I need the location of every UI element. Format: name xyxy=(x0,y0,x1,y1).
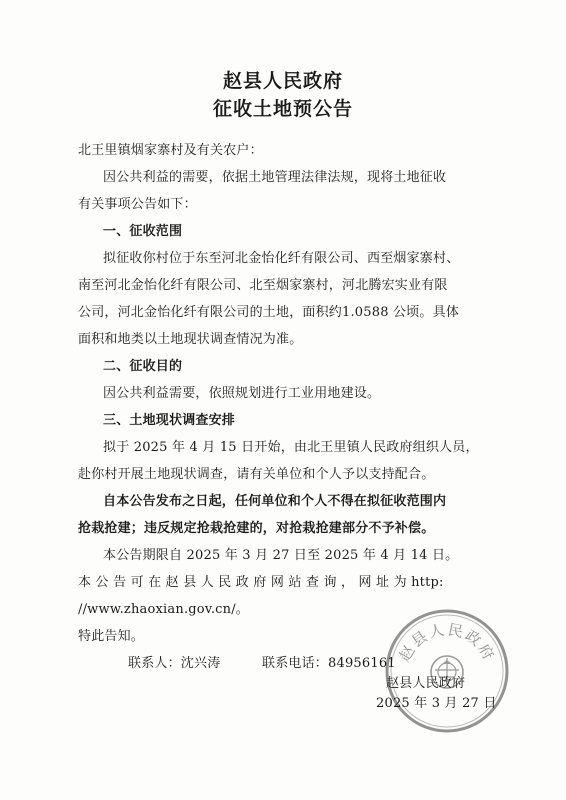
website-line2: //www.zhaoxian.gov.cn/。 xyxy=(78,602,249,617)
closing-text: 特此告知。 xyxy=(78,629,145,644)
contact-phone: 联系电话：84956161 xyxy=(262,656,396,671)
section1-heading: 一、征收范围 xyxy=(103,224,183,239)
section1-line3: 公司，河北金怡化纤有限公司的土地，面积约1.0588 公顷。具体 xyxy=(78,305,460,320)
official-seal xyxy=(384,608,510,734)
section1-line1: 拟征收你村位于东至河北金怡化纤有限公司、西至烟家寨村、 xyxy=(103,251,460,266)
signature-date: 2025 年 3 月 27 日 xyxy=(376,696,497,711)
document-title-line1: 赵县人民政府 xyxy=(222,70,343,92)
intro-line1: 因公共利益的需要，依据土地管理法律法规，现将土地征收 xyxy=(103,170,447,185)
salutation: 北王里镇烟家寨村及有关农户： xyxy=(78,143,263,158)
svg-text:赵县人民政府 xyxy=(395,620,498,664)
section3-line1: 拟于 2025 年 4 月 15 日开始，由北王里镇人民政府组织人员， xyxy=(103,440,479,455)
section2-line1: 因公共利益需要，依照规划进行工业用地建设。 xyxy=(103,386,381,401)
section1-line4: 面积和地类以土地现状调查情况为准。 xyxy=(78,332,303,347)
period-text: 本公告期限自 2025 年 3 月 27 日至 2025 年 4 月 14 日。 xyxy=(103,548,459,563)
document-title-line2: 征收土地预公告 xyxy=(212,98,353,120)
website-line1: 本 公 告 可 在 赵 县 人 民 政 府 网 站 查 询 ， 网 址 为 http: xyxy=(78,575,444,590)
contact-person: 联系人：沈兴涛 xyxy=(128,656,221,671)
section1-line2: 南至河北金怡化纤有限公司、北至烟家寨村，河北腾宏实业有限 xyxy=(78,278,448,293)
notice-line1: 自本公告发布之日起，任何单位和个人不得在拟征收范围内 xyxy=(103,494,447,509)
section3-heading: 三、土地现状调查安排 xyxy=(103,413,236,428)
seal-text: 赵县人民政府 xyxy=(395,620,499,665)
signature-org: 赵县人民政府 xyxy=(386,676,466,691)
section3-line2: 赴你村开展土地现状调查，请有关单位和个人予以支持配合。 xyxy=(78,467,435,482)
intro-line2: 有关事项公告如下： xyxy=(78,197,197,212)
notice-line2: 抢栽抢建；违反规定抢栽抢建的，对抢栽抢建部分不予补偿。 xyxy=(78,521,435,536)
section2-heading: 二、征收目的 xyxy=(103,359,183,374)
